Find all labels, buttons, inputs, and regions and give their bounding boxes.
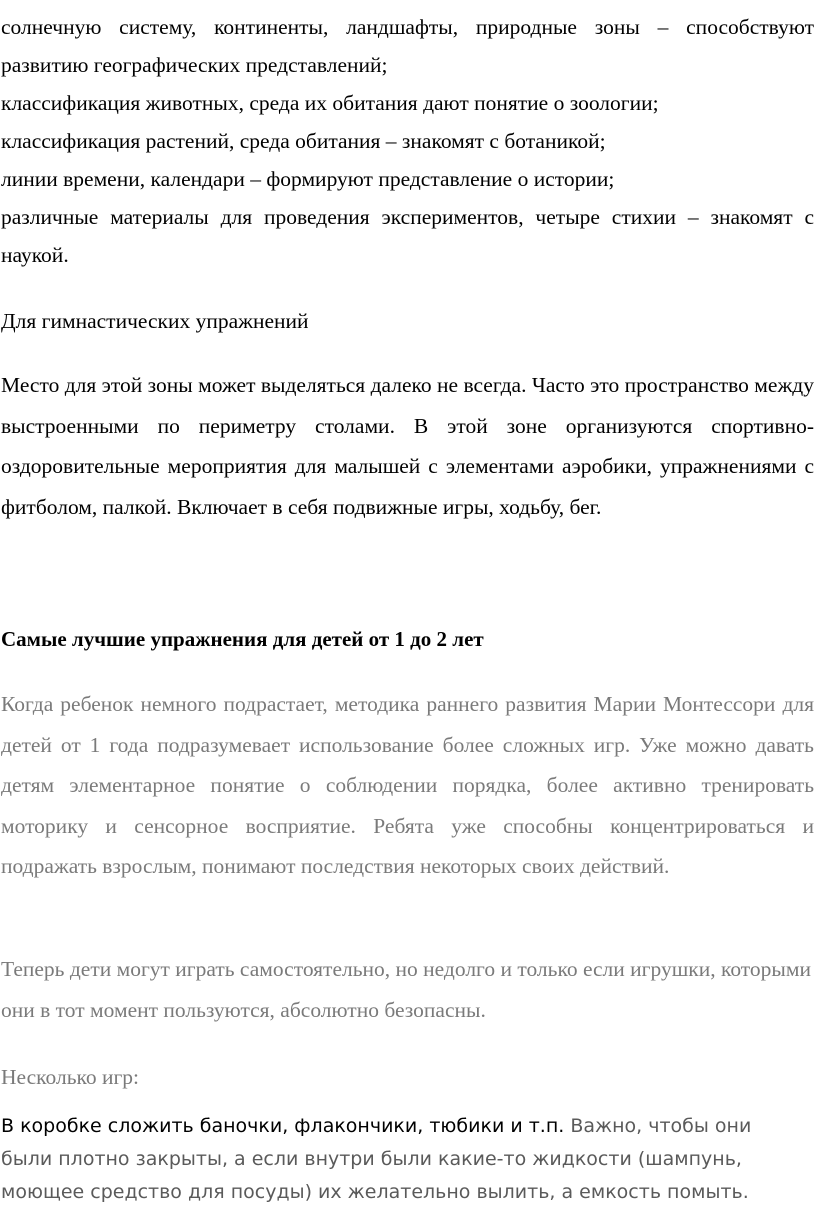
list-item: классификация растений, среда обитания – знакомят с ботаникой;: [1, 129, 606, 153]
game-item-details: Важно, чтобы они были плотно закрыты, а если внутри были какие-то жидкости (шампунь, моющее средство для посуды) их желательно вылить, а емкость помыть.: [1, 1115, 752, 1203]
list-item: солнечную систему, континенты, ландшафты, природные зоны – способствуют развитию географических представлений;: [1, 15, 814, 77]
independence-paragraph: Теперь дети могут играть самостоятельно, но недолго и только если игрушки, которыми они в тот момент пользуются, абсолютно безопасны.: [1, 957, 811, 1022]
game-item-lead: В коробке сложить баночки, флакончики, тюбики и т.п.: [1, 1115, 565, 1137]
list-item: различные материалы для проведения экспериментов, четыре стихии – знакомят с наукой.: [1, 205, 814, 267]
list-item: линии времени, календари – формируют представление о истории;: [1, 167, 615, 191]
montessori-paragraph: Когда ребенок немного подрастает, методика раннего развития Марии Монтессори для детей от 1 года подразумевает использование более сложных игр. Уже можно давать детям элементарное понятие о соблюдении порядка, более активно тренировать моторику и сенсорное восприятие. Ребята уже способны концентрироваться и подражать взрослым, понимают последствия некоторых своих действий.: [1, 692, 814, 878]
game-item: [1, 1110, 791, 1209]
intro-list: [1, 8, 814, 274]
gym-heading: Для гимнастических упражнений: [1, 309, 309, 333]
section-title: Самые лучшие упражнения для детей от 1 до 2 лет: [1, 627, 484, 651]
gym-paragraph: Место для этой зоны может выделяться далеко не всегда. Часто это пространство между выстроенными по периметру столами. В этой зоне организуются спортивно-оздоровительные мероприятия для малышей с элементами аэробики, упражнениями с фитболом, палкой. Включает в себя подвижные игры, ходьбу, бег.: [1, 373, 814, 519]
list-item: классификация животных, среда их обитания дают понятие о зоологии;: [1, 91, 659, 115]
games-intro: Несколько игр:: [1, 1065, 140, 1089]
